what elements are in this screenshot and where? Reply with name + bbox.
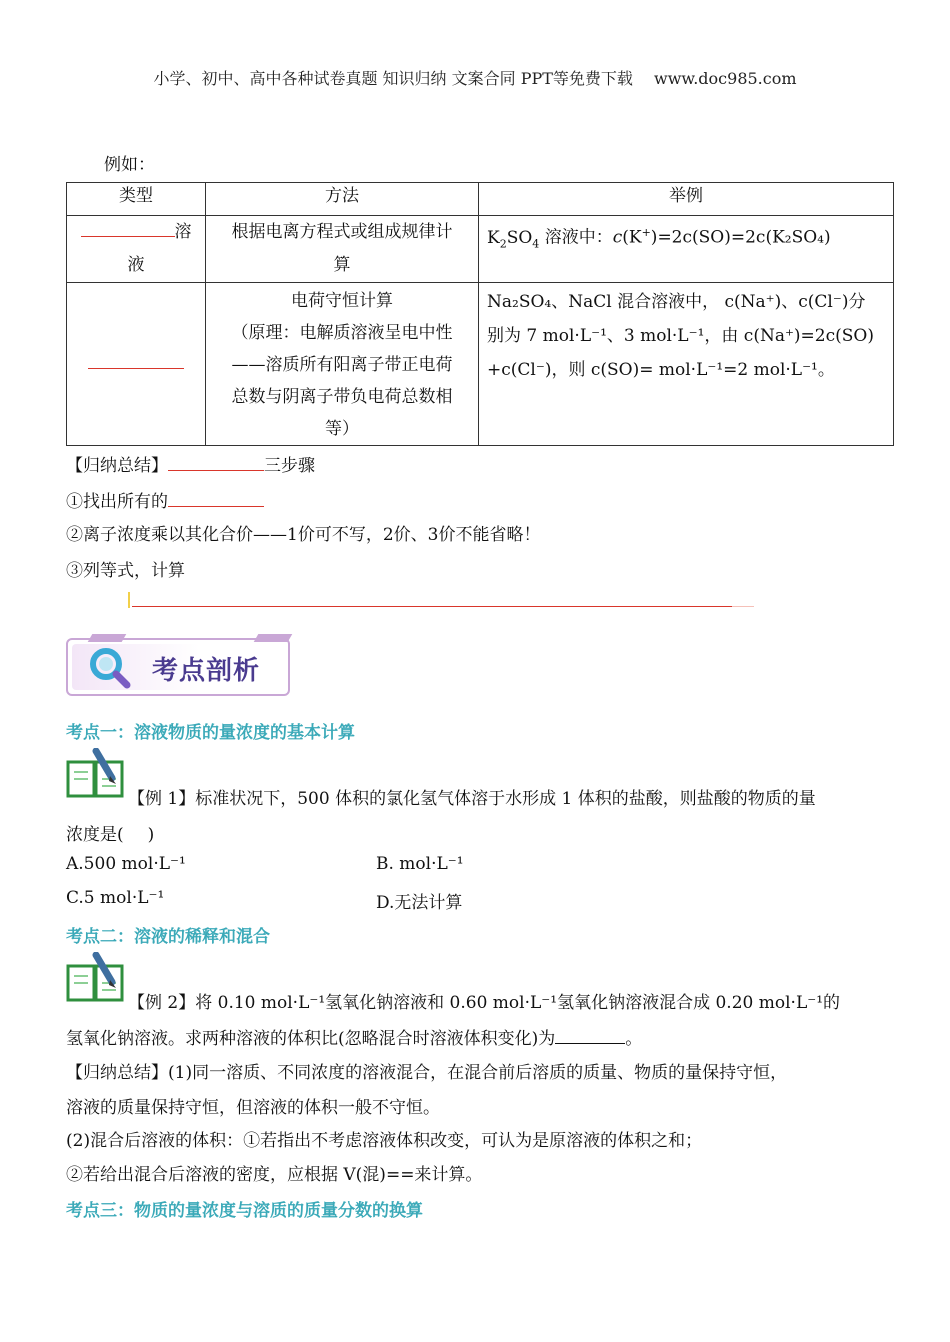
table-row xyxy=(67,216,894,283)
type-suffix: 溶 xyxy=(174,222,192,242)
header-example: 举例 xyxy=(479,183,894,216)
banner-title: 考点剖析 xyxy=(152,656,261,686)
option-b: B. mol·L⁻¹ xyxy=(376,854,464,874)
option-d: D.无法计算 xyxy=(376,893,463,913)
method-line: （原理：电解质溶液呈电中性 xyxy=(231,323,453,343)
separator-line xyxy=(132,606,732,607)
question-paren: ) xyxy=(147,825,155,845)
page-header xyxy=(0,66,950,89)
fill-blank xyxy=(168,450,264,471)
fill-blank xyxy=(168,486,264,507)
formula-k2so4: $K_2SO_4$ xyxy=(487,227,540,251)
method-line: 根据电离方程式或组成规律计 xyxy=(231,222,453,242)
magnifier-icon xyxy=(88,646,132,690)
step-text: ①找出所有的 xyxy=(66,492,168,512)
header-method: 方法 xyxy=(206,183,479,216)
intro-label: 例如： xyxy=(104,155,155,175)
example-2-line2 xyxy=(66,1024,642,1049)
header-type: 类型 xyxy=(67,183,206,216)
section-heading-3: 考点三：物质的量浓度与溶质的质量分数的换算 xyxy=(66,1201,423,1221)
example-line: +c(Cl⁻)，则 c(SO)= mol·L⁻¹=2 mol·L⁻¹。 xyxy=(487,360,835,380)
question-stem: 浓度是( xyxy=(66,825,124,845)
summary-heading xyxy=(66,450,315,476)
answer-blank xyxy=(555,1025,625,1044)
summary-title: 【归纳总结】 xyxy=(66,456,168,476)
step-3: ③列等式，计算 xyxy=(66,561,185,581)
header-text: 小学、初中、高中各种试卷真题 知识归纳 文案合同 PPT等免费下载 xyxy=(153,69,633,88)
summary-2-line2: 溶液的质量保持守恒，但溶液的体积一般不守恒。 xyxy=(66,1098,440,1118)
fill-blank xyxy=(88,348,184,369)
example-1-line2 xyxy=(66,820,154,845)
step-2: ②离子浓度乘以其化合价——1价可不写，2价、3价不能省略！ xyxy=(66,525,541,545)
summary-2-line4: ②若给出混合后溶液的密度，应根据 V(混)==来计算。 xyxy=(66,1165,483,1185)
question-end: 。 xyxy=(625,1029,643,1049)
method-line: 电荷守恒计算 xyxy=(291,291,393,311)
method-line: ——溶质所有阳离子带正电荷 xyxy=(231,355,453,375)
summary-suffix: 三步骤 xyxy=(264,456,315,476)
section-heading-2: 考点二：溶液的稀释和混合 xyxy=(66,927,270,947)
example-cell xyxy=(479,283,894,446)
option-c: C.5 mol·L⁻¹ xyxy=(66,888,165,908)
header-url: www.doc985.com xyxy=(654,69,797,88)
example-formula: =2c(SO)=2c(K₂SO₄) xyxy=(657,227,831,248)
book-pen-icon xyxy=(66,952,128,1004)
type-cell xyxy=(67,283,206,446)
method-line: 等） xyxy=(325,419,359,439)
type-line2: 液 xyxy=(127,255,145,275)
method-line: 总数与阴离子带负电荷总数相 xyxy=(231,387,453,407)
section-banner xyxy=(66,634,294,700)
summary-2-line1: 【归纳总结】(1)同一溶质、不同浓度的溶液混合，在混合前后溶质的质量、物质的量保持守恒， xyxy=(66,1063,788,1083)
example-2-line1: 【例 2】将 0.10 mol·L⁻¹氢氧化钠溶液和 0.60 mol·L⁻¹氢氧化钠溶液混合成 0.20 mol·L⁻¹的 xyxy=(128,993,841,1013)
table-row xyxy=(67,283,894,446)
table-header-row xyxy=(67,183,894,216)
separator-accent xyxy=(128,592,130,608)
example-1-line1: 【例 1】标准状况下，500 体积的氯化氢气体溶于水形成 1 体积的盐酸，则盐酸的物质的量 xyxy=(128,789,816,809)
example-line: 别为 7 mol·L⁻¹、3 mol·L⁻¹，由 c(Na⁺)=2c(SO) xyxy=(487,326,874,346)
fill-blank xyxy=(81,216,175,237)
question-stem: 氢氧化钠溶液。求两种溶液的体积比(忽略混合时溶液体积变化)为 xyxy=(66,1029,556,1049)
method-line: 算 xyxy=(333,255,351,275)
separator-fade xyxy=(732,606,754,607)
section-heading-1: 考点一：溶液物质的量浓度的基本计算 xyxy=(66,723,355,743)
option-a: A.500 mol·L⁻¹ xyxy=(66,854,186,874)
method-cell xyxy=(206,283,479,446)
type-cell xyxy=(67,216,206,283)
example-line: Na₂SO₄、NaCl 混合溶液中， c(Na⁺)、c(Cl⁻)分 xyxy=(487,292,866,312)
method-table xyxy=(66,182,894,446)
summary-2-line3: (2)混合后溶液的体积：①若指出不考虑溶液体积改变，可认为是原溶液的体积之和； xyxy=(66,1131,703,1151)
book-pen-icon xyxy=(66,748,128,800)
step-1 xyxy=(66,486,264,512)
example-cell: $K_2SO_4$ 溶液中：c(K+)=2c(SO)=2c(K₂SO₄) xyxy=(479,216,894,283)
example-text: 溶液中： xyxy=(544,227,613,248)
method-cell xyxy=(206,216,479,283)
